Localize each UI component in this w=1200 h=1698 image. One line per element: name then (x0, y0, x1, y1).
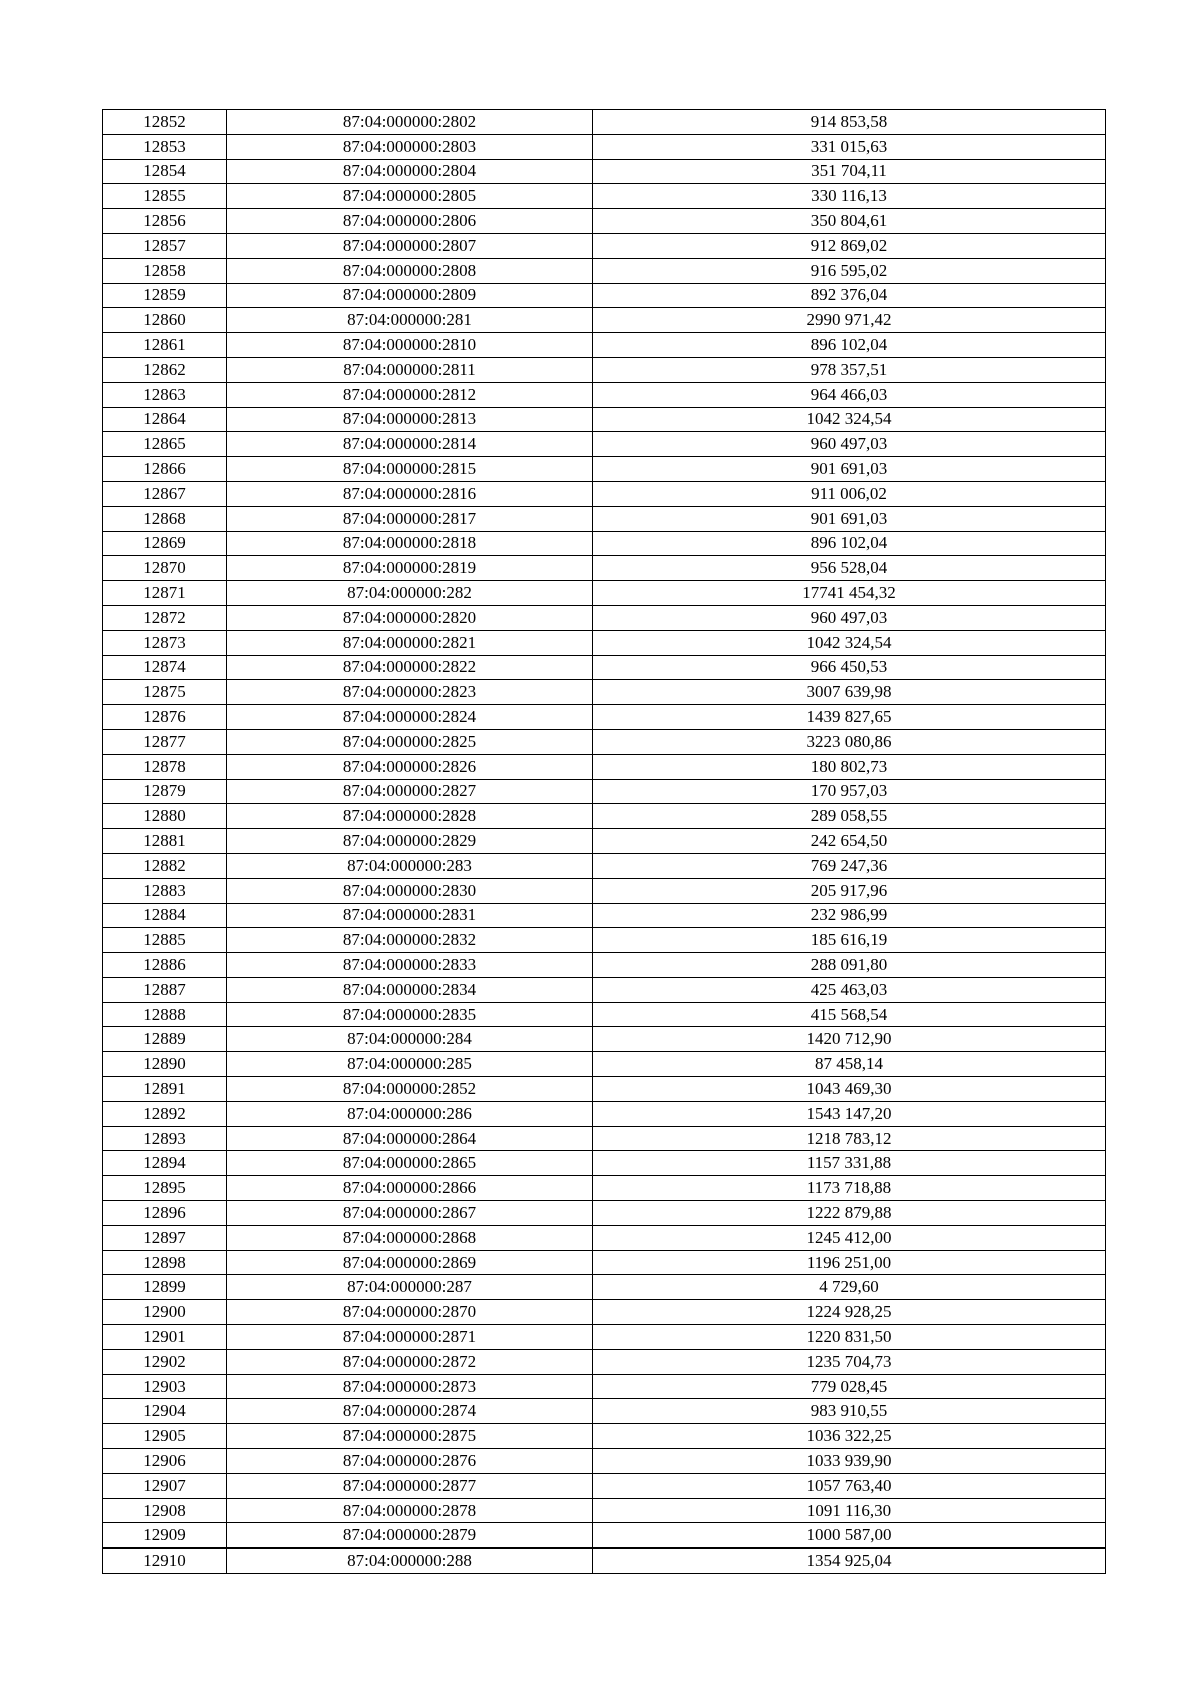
row-number-cell: 12854 (103, 159, 227, 184)
value-cell: 2990 971,42 (593, 308, 1106, 333)
value-cell: 3223 080,86 (593, 729, 1106, 754)
table-row (103, 1275, 1106, 1300)
value-cell: 242 654,50 (593, 829, 1106, 854)
table-row (103, 333, 1106, 358)
cadastral-number-cell: 87:04:000000:2878 (227, 1498, 593, 1523)
cadastral-number-cell: 87:04:000000:2828 (227, 804, 593, 829)
cadastral-number-cell: 87:04:000000:2814 (227, 432, 593, 457)
value-cell: 1042 324,54 (593, 407, 1106, 432)
row-number-cell: 12880 (103, 804, 227, 829)
cadastral-number-cell: 87:04:000000:2871 (227, 1325, 593, 1350)
value-cell: 1220 831,50 (593, 1325, 1106, 1350)
value-cell: 350 804,61 (593, 209, 1106, 234)
cadastral-number-cell: 87:04:000000:2831 (227, 903, 593, 928)
row-number-cell: 12867 (103, 481, 227, 506)
value-cell: 914 853,58 (593, 110, 1106, 135)
row-number-cell: 12907 (103, 1473, 227, 1498)
row-number-cell: 12885 (103, 928, 227, 953)
cadastral-number-cell: 87:04:000000:288 (227, 1548, 593, 1573)
row-number-cell: 12893 (103, 1126, 227, 1151)
cadastral-number-cell: 87:04:000000:2852 (227, 1077, 593, 1102)
value-cell: 331 015,63 (593, 134, 1106, 159)
cadastral-number-cell: 87:04:000000:2807 (227, 233, 593, 258)
cadastral-number-cell: 87:04:000000:287 (227, 1275, 593, 1300)
registry-table (102, 109, 1106, 1574)
cadastral-number-cell: 87:04:000000:2866 (227, 1176, 593, 1201)
cadastral-number-cell: 87:04:000000:2810 (227, 333, 593, 358)
row-number-cell: 12899 (103, 1275, 227, 1300)
row-number-cell: 12853 (103, 134, 227, 159)
cadastral-number-cell: 87:04:000000:2830 (227, 878, 593, 903)
row-number-cell: 12870 (103, 556, 227, 581)
table-row (103, 432, 1106, 457)
row-number-cell: 12892 (103, 1101, 227, 1126)
table-row (103, 209, 1106, 234)
value-cell: 779 028,45 (593, 1374, 1106, 1399)
value-cell: 425 463,03 (593, 977, 1106, 1002)
value-cell: 1218 783,12 (593, 1126, 1106, 1151)
row-number-cell: 12865 (103, 432, 227, 457)
table-row (103, 233, 1106, 258)
table-row (103, 1300, 1106, 1325)
value-cell: 232 986,99 (593, 903, 1106, 928)
table-row (103, 655, 1106, 680)
value-cell: 978 357,51 (593, 357, 1106, 382)
table-row (103, 1027, 1106, 1052)
cadastral-number-cell: 87:04:000000:2806 (227, 209, 593, 234)
value-cell: 351 704,11 (593, 159, 1106, 184)
cadastral-number-cell: 87:04:000000:2826 (227, 754, 593, 779)
row-number-cell: 12895 (103, 1176, 227, 1201)
table-row (103, 134, 1106, 159)
value-cell: 1245 412,00 (593, 1225, 1106, 1250)
cadastral-number-cell: 87:04:000000:2834 (227, 977, 593, 1002)
row-number-cell: 12905 (103, 1424, 227, 1449)
row-number-cell: 12863 (103, 382, 227, 407)
table-row (103, 457, 1106, 482)
cadastral-number-cell: 87:04:000000:2825 (227, 729, 593, 754)
value-cell: 1354 925,04 (593, 1548, 1106, 1573)
row-number-cell: 12897 (103, 1225, 227, 1250)
value-cell: 1091 116,30 (593, 1498, 1106, 1523)
cadastral-number-cell: 87:04:000000:2874 (227, 1399, 593, 1424)
cadastral-number-cell: 87:04:000000:2875 (227, 1424, 593, 1449)
table-row (103, 184, 1106, 209)
row-number-cell: 12866 (103, 457, 227, 482)
cadastral-number-cell: 87:04:000000:2867 (227, 1201, 593, 1226)
value-cell: 966 450,53 (593, 655, 1106, 680)
table-row (103, 1424, 1106, 1449)
cadastral-number-cell: 87:04:000000:2817 (227, 506, 593, 531)
table-row (103, 878, 1106, 903)
row-number-cell: 12890 (103, 1052, 227, 1077)
row-number-cell: 12910 (103, 1548, 227, 1573)
cadastral-number-cell: 87:04:000000:2809 (227, 283, 593, 308)
table-row (103, 1325, 1106, 1350)
value-cell: 901 691,03 (593, 506, 1106, 531)
cadastral-number-cell: 87:04:000000:2812 (227, 382, 593, 407)
row-number-cell: 12852 (103, 110, 227, 135)
table-row (103, 159, 1106, 184)
table-row (103, 680, 1106, 705)
value-cell: 288 091,80 (593, 953, 1106, 978)
table-row (103, 531, 1106, 556)
value-cell: 912 869,02 (593, 233, 1106, 258)
row-number-cell: 12855 (103, 184, 227, 209)
cadastral-number-cell: 87:04:000000:2816 (227, 481, 593, 506)
table-row (103, 605, 1106, 630)
table-row (103, 283, 1106, 308)
row-number-cell: 12883 (103, 878, 227, 903)
table-row (103, 1473, 1106, 1498)
value-cell: 1173 718,88 (593, 1176, 1106, 1201)
cadastral-number-cell: 87:04:000000:2804 (227, 159, 593, 184)
value-cell: 1224 928,25 (593, 1300, 1106, 1325)
cadastral-number-cell: 87:04:000000:2872 (227, 1349, 593, 1374)
cadastral-number-cell: 87:04:000000:282 (227, 581, 593, 606)
cadastral-number-cell: 87:04:000000:2868 (227, 1225, 593, 1250)
row-number-cell: 12878 (103, 754, 227, 779)
cadastral-number-cell: 87:04:000000:2833 (227, 953, 593, 978)
cadastral-number-cell: 87:04:000000:283 (227, 853, 593, 878)
row-number-cell: 12901 (103, 1325, 227, 1350)
row-number-cell: 12864 (103, 407, 227, 432)
table-row (103, 382, 1106, 407)
row-number-cell: 12900 (103, 1300, 227, 1325)
cadastral-number-cell: 87:04:000000:2877 (227, 1473, 593, 1498)
cadastral-number-cell: 87:04:000000:2829 (227, 829, 593, 854)
table-row (103, 1349, 1106, 1374)
registry-table-body (103, 110, 1106, 1574)
cadastral-number-cell: 87:04:000000:2815 (227, 457, 593, 482)
row-number-cell: 12889 (103, 1027, 227, 1052)
row-number-cell: 12903 (103, 1374, 227, 1399)
row-number-cell: 12862 (103, 357, 227, 382)
value-cell: 960 497,03 (593, 605, 1106, 630)
value-cell: 289 058,55 (593, 804, 1106, 829)
table-row (103, 779, 1106, 804)
cadastral-number-cell: 87:04:000000:281 (227, 308, 593, 333)
row-number-cell: 12860 (103, 308, 227, 333)
table-row (103, 1151, 1106, 1176)
cadastral-number-cell: 87:04:000000:2805 (227, 184, 593, 209)
row-number-cell: 12891 (103, 1077, 227, 1102)
cadastral-number-cell: 87:04:000000:2865 (227, 1151, 593, 1176)
row-number-cell: 12906 (103, 1449, 227, 1474)
row-number-cell: 12898 (103, 1250, 227, 1275)
table-row (103, 1052, 1106, 1077)
cadastral-number-cell: 87:04:000000:2803 (227, 134, 593, 159)
value-cell: 330 116,13 (593, 184, 1106, 209)
value-cell: 1235 704,73 (593, 1349, 1106, 1374)
table-row (103, 705, 1106, 730)
value-cell: 1543 147,20 (593, 1101, 1106, 1126)
table-row (103, 630, 1106, 655)
value-cell: 896 102,04 (593, 333, 1106, 358)
value-cell: 1057 763,40 (593, 1473, 1106, 1498)
value-cell: 896 102,04 (593, 531, 1106, 556)
cadastral-number-cell: 87:04:000000:2821 (227, 630, 593, 655)
cadastral-number-cell: 87:04:000000:2827 (227, 779, 593, 804)
cadastral-number-cell: 87:04:000000:2820 (227, 605, 593, 630)
row-number-cell: 12909 (103, 1523, 227, 1548)
table-row (103, 853, 1106, 878)
table-row (103, 754, 1106, 779)
table-row (103, 804, 1106, 829)
cadastral-number-cell: 87:04:000000:2808 (227, 258, 593, 283)
cadastral-number-cell: 87:04:000000:2811 (227, 357, 593, 382)
table-row (103, 829, 1106, 854)
value-cell: 87 458,14 (593, 1052, 1106, 1077)
table-row (103, 1523, 1106, 1548)
row-number-cell: 12856 (103, 209, 227, 234)
value-cell: 180 802,73 (593, 754, 1106, 779)
row-number-cell: 12876 (103, 705, 227, 730)
row-number-cell: 12868 (103, 506, 227, 531)
value-cell: 4 729,60 (593, 1275, 1106, 1300)
table-row (103, 1250, 1106, 1275)
table-row (103, 308, 1106, 333)
table-row (103, 1374, 1106, 1399)
value-cell: 3007 639,98 (593, 680, 1106, 705)
table-row (103, 407, 1106, 432)
value-cell: 170 957,03 (593, 779, 1106, 804)
value-cell: 1036 322,25 (593, 1424, 1106, 1449)
row-number-cell: 12874 (103, 655, 227, 680)
row-number-cell: 12861 (103, 333, 227, 358)
row-number-cell: 12894 (103, 1151, 227, 1176)
table-row (103, 953, 1106, 978)
cadastral-number-cell: 87:04:000000:2879 (227, 1523, 593, 1548)
table-row (103, 481, 1106, 506)
row-number-cell: 12858 (103, 258, 227, 283)
row-number-cell: 12902 (103, 1349, 227, 1374)
table-row (103, 1077, 1106, 1102)
value-cell: 916 595,02 (593, 258, 1106, 283)
cadastral-number-cell: 87:04:000000:284 (227, 1027, 593, 1052)
row-number-cell: 12875 (103, 680, 227, 705)
value-cell: 1000 587,00 (593, 1523, 1106, 1548)
cadastral-number-cell: 87:04:000000:2802 (227, 110, 593, 135)
row-number-cell: 12882 (103, 853, 227, 878)
row-number-cell: 12859 (103, 283, 227, 308)
row-number-cell: 12881 (103, 829, 227, 854)
value-cell: 1196 251,00 (593, 1250, 1106, 1275)
row-number-cell: 12872 (103, 605, 227, 630)
row-number-cell: 12877 (103, 729, 227, 754)
value-cell: 892 376,04 (593, 283, 1106, 308)
cadastral-number-cell: 87:04:000000:2822 (227, 655, 593, 680)
value-cell: 1043 469,30 (593, 1077, 1106, 1102)
row-number-cell: 12886 (103, 953, 227, 978)
table-row (103, 1201, 1106, 1226)
row-number-cell: 12857 (103, 233, 227, 258)
row-number-cell: 12908 (103, 1498, 227, 1523)
row-number-cell: 12904 (103, 1399, 227, 1424)
table-row (103, 928, 1106, 953)
value-cell: 983 910,55 (593, 1399, 1106, 1424)
value-cell: 415 568,54 (593, 1002, 1106, 1027)
table-row (103, 581, 1106, 606)
cadastral-number-cell: 87:04:000000:2832 (227, 928, 593, 953)
table-row (103, 110, 1106, 135)
row-number-cell: 12873 (103, 630, 227, 655)
table-row (103, 1126, 1106, 1151)
value-cell: 956 528,04 (593, 556, 1106, 581)
value-cell: 17741 454,32 (593, 581, 1106, 606)
value-cell: 1033 939,90 (593, 1449, 1106, 1474)
value-cell: 1420 712,90 (593, 1027, 1106, 1052)
cadastral-number-cell: 87:04:000000:2870 (227, 1300, 593, 1325)
table-row (103, 1101, 1106, 1126)
table-row (103, 1449, 1106, 1474)
cadastral-number-cell: 87:04:000000:2819 (227, 556, 593, 581)
cadastral-number-cell: 87:04:000000:2823 (227, 680, 593, 705)
table-row (103, 1176, 1106, 1201)
table-row (103, 1225, 1106, 1250)
value-cell: 1157 331,88 (593, 1151, 1106, 1176)
value-cell: 1222 879,88 (593, 1201, 1106, 1226)
value-cell: 964 466,03 (593, 382, 1106, 407)
table-row (103, 903, 1106, 928)
table-row (103, 1399, 1106, 1424)
table-row (103, 258, 1106, 283)
cadastral-number-cell: 87:04:000000:2818 (227, 531, 593, 556)
cadastral-number-cell: 87:04:000000:2835 (227, 1002, 593, 1027)
table-row (103, 357, 1106, 382)
row-number-cell: 12896 (103, 1201, 227, 1226)
cadastral-number-cell: 87:04:000000:2876 (227, 1449, 593, 1474)
value-cell: 1042 324,54 (593, 630, 1106, 655)
row-number-cell: 12887 (103, 977, 227, 1002)
cadastral-number-cell: 87:04:000000:2864 (227, 1126, 593, 1151)
cadastral-number-cell: 87:04:000000:2813 (227, 407, 593, 432)
cadastral-number-cell: 87:04:000000:2824 (227, 705, 593, 730)
value-cell: 205 917,96 (593, 878, 1106, 903)
value-cell: 911 006,02 (593, 481, 1106, 506)
cadastral-number-cell: 87:04:000000:2869 (227, 1250, 593, 1275)
value-cell: 185 616,19 (593, 928, 1106, 953)
table-row (103, 1548, 1106, 1573)
row-number-cell: 12869 (103, 531, 227, 556)
row-number-cell: 12879 (103, 779, 227, 804)
table-row (103, 506, 1106, 531)
value-cell: 901 691,03 (593, 457, 1106, 482)
cadastral-number-cell: 87:04:000000:286 (227, 1101, 593, 1126)
row-number-cell: 12888 (103, 1002, 227, 1027)
value-cell: 1439 827,65 (593, 705, 1106, 730)
table-row (103, 729, 1106, 754)
cadastral-number-cell: 87:04:000000:285 (227, 1052, 593, 1077)
row-number-cell: 12884 (103, 903, 227, 928)
table-row (103, 556, 1106, 581)
table-row (103, 977, 1106, 1002)
cadastral-number-cell: 87:04:000000:2873 (227, 1374, 593, 1399)
row-number-cell: 12871 (103, 581, 227, 606)
table-row (103, 1498, 1106, 1523)
table-row (103, 1002, 1106, 1027)
value-cell: 769 247,36 (593, 853, 1106, 878)
value-cell: 960 497,03 (593, 432, 1106, 457)
